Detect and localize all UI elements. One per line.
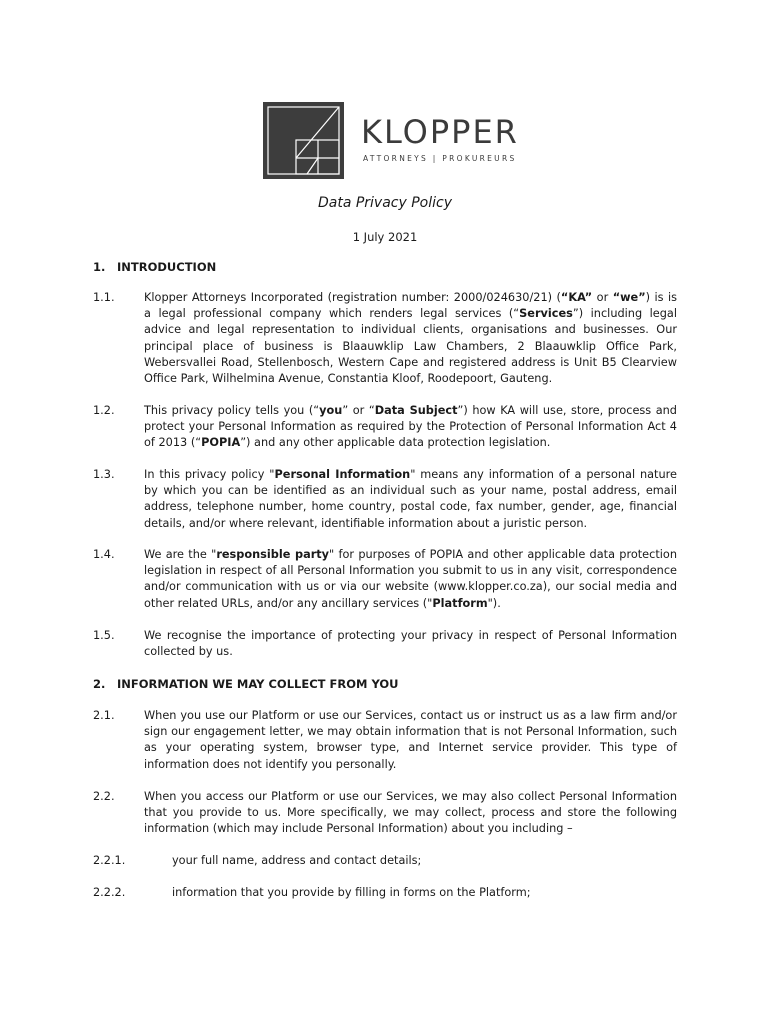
defined-term: you <box>319 404 343 417</box>
defined-term: Platform <box>432 596 488 610</box>
clause-2-2 <box>93 789 677 838</box>
clause-number: 2.2.1. <box>93 854 126 867</box>
clause-text: information that you provide by filling in forms on the Platform; <box>172 886 531 899</box>
clause-1-3 <box>93 467 677 532</box>
text-run: " for purposes of POPIA and other applicable data protection legislation in respect of all Personal Information you submit to us in any visit, correspondence and/or communication with us or via our website (www.klopper.co.za), our social media and other related URLs, and/or any ancillary services (" <box>144 548 677 610</box>
text-run: ”) how KA will use, store, process and protect your Personal Information as required by the Protection of Personal Information Act 4 of 2013 (“ <box>144 404 677 450</box>
section-heading-introduction <box>93 259 216 275</box>
logo-mark-icon <box>263 102 344 179</box>
text-run: This privacy policy tells you (“ <box>144 404 320 417</box>
logo-wordmark: KLOPPER <box>361 113 519 151</box>
text-run: " means any information of a personal nature by which you can be identified as an individual such as your name, postal address, email address, telephone number, home country, postal code, fax number, gender, age, financial details, and/or where relevant, identifiable information about a juristic person. <box>144 468 677 530</box>
clause-1-4 <box>93 547 677 612</box>
clause-number: 1.5. <box>93 629 115 642</box>
text-run: In this privacy policy " <box>144 468 275 481</box>
text-run: ”) including legal advice and legal representation to individual clients, organisations and businesses. Our principal place of business is Blaauwklip Law Chambers, 2 Blaauwklip Office Park, Webersvallei Road, Stellenbosch, Western Cape and registered address is Unit B5 Clearview Office Park, Wilhelmina Avenue, Constantia Kloof, Roodepoort, Gauteng. <box>144 307 677 386</box>
clause-number: 2.1. <box>93 709 115 722</box>
clause-1-1 <box>93 290 677 387</box>
text-run: ) is is a legal professional company which renders legal services (“ <box>144 291 677 321</box>
clause-text <box>144 403 677 452</box>
text-run: or <box>592 291 613 304</box>
defined-term: responsible party <box>216 548 330 561</box>
text-run: Klopper Attorneys Incorporated (registration number: 2000/024630/21) ( <box>144 291 561 304</box>
section-number: 2. <box>93 677 106 691</box>
clause-text: When you use our Platform or use our Services, contact us or instruct us as a law firm and/or sign our engagement letter, we may obtain information that is not Personal Information, such as your operating system, browser type, and Internet service provider. This type of information does not identify you personally. <box>144 709 677 771</box>
clause-number: 2.2.2. <box>93 886 126 899</box>
section-title: INFORMATION WE MAY COLLECT FROM YOU <box>117 677 399 691</box>
defined-term: Data Subject <box>374 404 458 417</box>
clause-2-1 <box>93 708 677 773</box>
clause-text <box>144 547 677 612</box>
company-logo <box>263 102 519 179</box>
text-run: ”) and any other applicable data protection legislation. <box>240 436 551 450</box>
defined-term: “KA” <box>560 291 593 304</box>
document-title: Data Privacy Policy <box>317 195 453 211</box>
defined-term: “we” <box>612 291 646 304</box>
section-heading-information-collected <box>93 676 398 692</box>
text-run: We are the " <box>144 548 217 561</box>
section-number: 1. <box>93 260 106 274</box>
text-run: "). <box>487 596 501 610</box>
document-date: 1 July 2021 <box>352 230 418 244</box>
defined-term: POPIA <box>201 436 241 450</box>
defined-term: Services <box>519 307 573 321</box>
clause-text: When you access our Platform or use our Services, we may also collect Personal Information that you provide to us. More specifically, we may collect, process and store the following information (which may include Personal Information) about you including – <box>144 790 677 836</box>
defined-term: Personal Information <box>274 468 411 481</box>
clause-2-2-1 <box>93 853 677 869</box>
clause-number: 1.2. <box>93 404 115 417</box>
logo-tagline: ATTORNEYS | PROKUREURS <box>363 154 517 163</box>
clause-2-2-2 <box>93 885 677 901</box>
clause-1-2 <box>93 403 677 452</box>
clause-text: We recognise the importance of protecting your privacy in respect of Personal Information collected by us. <box>144 629 677 659</box>
clause-number: 1.4. <box>93 548 115 561</box>
clause-number: 1.1. <box>93 291 115 304</box>
clause-text: your full name, address and contact details; <box>172 854 422 867</box>
clause-number: 1.3. <box>93 468 115 481</box>
text-run: ” or “ <box>342 404 375 417</box>
clause-text <box>144 290 677 387</box>
clause-text <box>144 467 677 532</box>
clause-number: 2.2. <box>93 790 115 803</box>
clause-1-5 <box>93 628 677 660</box>
section-title: INTRODUCTION <box>117 260 217 274</box>
